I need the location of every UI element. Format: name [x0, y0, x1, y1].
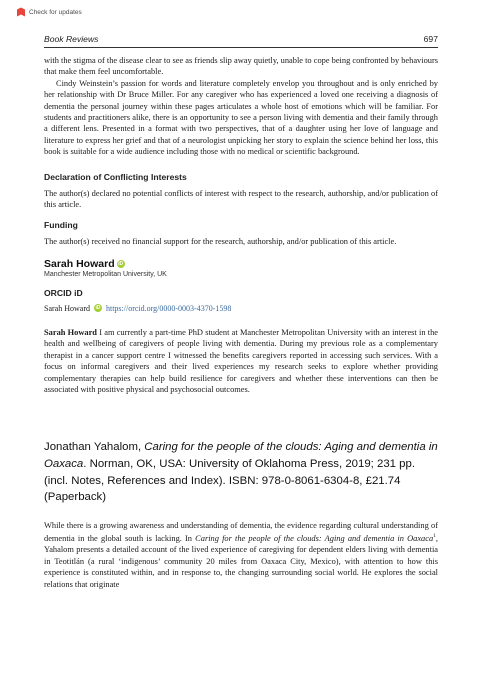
review-body-start: [44, 520, 438, 590]
review-rest: , Yahalom presents a detailed account of the lived experience of caregiving for dependent elders living with dementia in Teotitlán (a rural ‘indigenous’ community 20 miles from Oaxaca City, Mexico), with attention to how this experience is constituted within, and in response to, the changing surrounding social world. He explores the social relations that originate: [44, 533, 438, 589]
conflicts-text: The author(s) declared no potential conflicts of interest with respect to the research, authorship, and/or publication of this article.: [44, 188, 438, 210]
header-rule: [44, 47, 438, 48]
paragraph-review-conclusion: Cindy Weinstein’s passion for words and literature completely envelop you throughout and is only enriched by her relationship with Dr Bruce Miller. For any caregiver who has experienced a loved one receiving a diagnosis of dementia the personal journey within these pages articulates a whole host of emotions which will be familiar. For students and practitioners alike, there is an opportunity to see a person living with dementia and their family through a different lens. Presented in a format with two perspectives, that of a daughter using her love of language and literature to express her grief and that of a neurologist unpicking her story to explain the science behind her loss, this book is suitable for a wide audience including those with no medical or scientific background.: [44, 78, 438, 157]
check-for-updates-badge[interactable]: [16, 6, 82, 18]
orcid-link[interactable]: https://orcid.org/0000-0003-4370-1598: [105, 303, 232, 313]
book-details: . Norman, OK, USA: University of Oklahoma Press, 2019; 231 pp. (incl. Notes, References and Index). ISBN: 978-0-8061-6304-8, £21.74 (Paperback): [44, 457, 416, 504]
orcid-heading: ORCID iD: [44, 287, 83, 298]
orcid-icon[interactable]: iD: [95, 305, 101, 312]
reviewer-bio: [44, 327, 438, 395]
book-citation: [44, 439, 438, 505]
reviewer-affiliation: Manchester Metropolitan University, UK: [44, 270, 167, 278]
review-inline-title: Caring for the people of the clouds: Aging and dementia in Oaxaca: [195, 533, 434, 543]
page-number: 697: [423, 34, 438, 44]
conflicts-heading: Declaration of Conflicting Interests: [44, 171, 187, 182]
review-intro: While there is a growing awareness and understanding of dementia, the evidence regarding cultural understanding of dementia in the global south is lacking. In: [44, 520, 438, 543]
funding-text: The author(s) received no financial support for the research, authorship, and/or publication of this article.: [44, 237, 397, 247]
paragraph-continued: with the stigma of the disease clear to see as friends slip away quietly, unable to cope being confronted by behaviours that make them feel uncomfortable.: [44, 56, 438, 77]
running-header: [44, 34, 438, 44]
check-for-updates-label: Check for updates: [29, 8, 82, 16]
footnote-marker[interactable]: 1: [433, 533, 436, 540]
book-author: Jonathan Yahalom,: [44, 441, 145, 454]
reviewer-name: [44, 258, 438, 270]
crossmark-icon: [16, 7, 26, 17]
reviewer-name-text: Sarah Howard: [44, 257, 115, 270]
funding-heading: Funding: [44, 220, 78, 231]
bio-name: Sarah Howard: [44, 327, 97, 337]
page-content: [44, 55, 438, 590]
section-title: Book Reviews: [44, 34, 99, 44]
orcid-icon[interactable]: iD: [118, 260, 124, 267]
bio-text: I am currently a part-time PhD student at Manchester Metropolitan University with an interest in the health and wellbeing of caregivers of people living with dementia. During my previous role as a complementary therapist in a cancer support centre I witnessed the benefits caregivers reported in accessing such services. With a focus on informal caregivers and their lived experiences my research seeks to explore whether providing complementary therapies can help build resilience for caregivers and whether these interventions can then be associated with positive physical and psychosocial outcomes.: [44, 327, 438, 394]
orcid-line: [44, 304, 438, 313]
book-title: Caring for the people of the clouds: Aging and dementia in Oaxaca: [44, 441, 438, 470]
orcid-author-name: Sarah Howard: [44, 303, 90, 313]
